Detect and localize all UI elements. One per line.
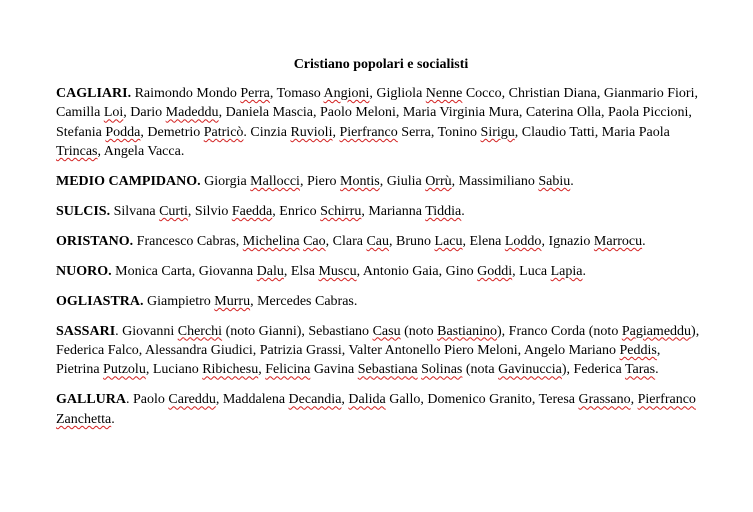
document-page xyxy=(56,56,706,440)
candidate-text: . xyxy=(655,362,659,378)
candidate-text: . xyxy=(461,204,465,220)
region-name: GALLURA xyxy=(56,392,127,408)
region-name: MEDIO CAMPIDANO. xyxy=(56,174,201,190)
candidate-text: , Gigliola xyxy=(369,86,426,101)
spellcheck-flagged-name: Sirigu xyxy=(480,124,515,140)
region-paragraph xyxy=(56,84,706,162)
candidate-text: , Claudio Tatti, Maria Paola xyxy=(514,124,670,140)
spellcheck-flagged-name: Lapia xyxy=(550,263,583,279)
spellcheck-flagged-name: Cao xyxy=(303,233,326,249)
candidate-text: , Enrico xyxy=(272,204,321,220)
candidate-text: Cocco, Christian Diana, Gianmario Fiori, Camilla xyxy=(56,86,698,121)
candidate-text: ), Franco Corda (noto xyxy=(497,323,622,339)
spellcheck-flagged-name: Lacu xyxy=(434,233,463,249)
spellcheck-flagged-name: Curti xyxy=(159,204,188,220)
candidate-text: . Giovanni xyxy=(115,323,178,339)
candidate-text: , Dario xyxy=(123,105,166,121)
region-name: SASSARI xyxy=(56,323,116,339)
spellcheck-flagged-name: Solinas xyxy=(421,362,463,378)
spellcheck-flagged-name: Sabiu xyxy=(538,174,571,190)
candidate-text: Giampietro xyxy=(143,293,215,309)
candidate-text: , Angela Vacca. xyxy=(97,144,185,160)
region-name: NUORO. xyxy=(56,263,112,279)
candidate-text: Francesco Cabras, xyxy=(133,233,243,249)
spellcheck-flagged-name: Murru xyxy=(214,293,251,309)
spellcheck-flagged-name: Ruvioli xyxy=(290,124,333,140)
candidate-text: (noto xyxy=(400,323,438,339)
spellcheck-flagged-name: Bastianino xyxy=(437,323,498,339)
spellcheck-flagged-name: Peddis xyxy=(619,343,657,359)
candidate-text: . xyxy=(582,263,586,279)
spellcheck-flagged-name: Patricò xyxy=(203,124,244,140)
spellcheck-flagged-name: Taras xyxy=(624,362,656,378)
candidate-text: , Marianna xyxy=(361,204,426,220)
spellcheck-flagged-name: Ribichesu xyxy=(202,362,259,378)
candidate-text: Serra, Tonino xyxy=(397,124,481,140)
candidate-text: . xyxy=(642,233,646,249)
spellcheck-flagged-name: Orrù xyxy=(425,174,452,190)
candidate-text: , Pietrina xyxy=(56,343,661,378)
candidate-text: (nota xyxy=(462,362,499,378)
spellcheck-flagged-name: Dalu xyxy=(256,263,284,279)
candidate-text: , Elena xyxy=(462,233,505,249)
region-paragraph xyxy=(56,232,706,251)
spellcheck-flagged-name: Faedda xyxy=(231,204,273,220)
candidate-text: , Ignazio xyxy=(541,233,594,249)
region-name: OGLIASTRA. xyxy=(56,293,144,309)
candidate-text: , xyxy=(332,124,340,140)
candidate-text: , Clara xyxy=(325,233,367,249)
spellcheck-flagged-name: Cau xyxy=(366,233,390,249)
candidate-text: , xyxy=(630,392,638,408)
spellcheck-flagged-name: Nenne xyxy=(425,86,463,101)
region-paragraph xyxy=(56,262,706,281)
candidate-text: . xyxy=(111,411,115,427)
candidate-text: , Antonio Gaia, Gino xyxy=(356,263,478,279)
spellcheck-flagged-name: Felicina xyxy=(265,362,311,378)
spellcheck-flagged-name: Trincas xyxy=(56,144,98,160)
candidate-text: Gallo, Domenico Granito, Teresa xyxy=(385,392,579,408)
spellcheck-flagged-name: Perra xyxy=(240,86,270,101)
region-paragraph xyxy=(56,292,706,311)
document-title: Cristiano popolari e socialisti xyxy=(293,57,469,72)
candidate-text: . xyxy=(570,174,574,190)
spellcheck-flagged-name: Tiddia xyxy=(425,204,462,220)
candidate-text: , Luca xyxy=(512,263,551,279)
spellcheck-flagged-name: Pierfranco xyxy=(637,392,696,408)
candidate-list xyxy=(56,84,706,429)
candidate-text: , Massimiliano xyxy=(451,174,539,190)
spellcheck-flagged-name: Gavinuccia xyxy=(498,362,562,378)
candidate-text: , xyxy=(341,392,349,408)
region-paragraph xyxy=(56,172,706,191)
candidate-text: . Cinzia xyxy=(243,124,291,140)
spellcheck-flagged-name: Michelina xyxy=(242,233,300,249)
spellcheck-flagged-name: Loddo xyxy=(504,233,542,249)
spellcheck-flagged-name: Putzolu xyxy=(103,362,146,378)
spellcheck-flagged-name: Cherchi xyxy=(177,323,223,339)
candidate-text: , Silvio xyxy=(187,204,232,220)
candidate-text: ), Federica Falco, Alessandra Giudici, Patrizia Grassi, Valter Antonello Piero Meloni, Angelo Mariano xyxy=(56,323,700,359)
candidate-text: , Bruno xyxy=(389,233,435,249)
spellcheck-flagged-name: Goddi xyxy=(477,263,513,279)
candidate-text: , Maddalena xyxy=(215,392,289,408)
candidate-text: , Daniela Mascia, Paolo Meloni, Maria Virginia Mura, Caterina Olla, Paola Piccioni, Stefania xyxy=(56,105,692,140)
spellcheck-flagged-name: Schirru xyxy=(320,204,362,220)
candidate-text: , Demetrio xyxy=(140,124,204,140)
spellcheck-flagged-name: Pagiameddu xyxy=(621,323,692,339)
candidate-text: , Giulia xyxy=(379,174,426,190)
candidate-text: , xyxy=(258,362,266,378)
candidate-text: , Luciano xyxy=(145,362,203,378)
spellcheck-flagged-name: Mallocci xyxy=(250,174,300,190)
spellcheck-flagged-name: Dalida xyxy=(348,392,386,408)
candidate-text: Raimondo Mondo xyxy=(131,86,241,101)
spellcheck-flagged-name: Grassano xyxy=(578,392,631,408)
spellcheck-flagged-name: Montis xyxy=(340,174,380,190)
candidate-text: Giorgia xyxy=(200,174,251,190)
region-paragraph xyxy=(56,202,706,221)
spellcheck-flagged-name: Casu xyxy=(372,323,401,339)
candidate-text: , Mercedes Cabras. xyxy=(250,293,358,309)
spellcheck-flagged-name: Pierfranco xyxy=(339,124,398,140)
region-name: SULCIS. xyxy=(56,204,111,220)
candidate-text: (noto Gianni), Sebastiano xyxy=(222,323,373,339)
region-name: CAGLIARI. xyxy=(56,86,132,101)
spellcheck-flagged-name: Zanchetta xyxy=(56,411,112,427)
spellcheck-flagged-name: Marrocu xyxy=(593,233,643,249)
candidate-text: Gavina xyxy=(310,362,358,378)
spellcheck-flagged-name: Decandia xyxy=(288,392,342,408)
region-paragraph xyxy=(56,390,706,429)
spellcheck-flagged-name: Loi xyxy=(103,105,124,121)
candidate-text: Monica Carta, Giovanna xyxy=(111,263,257,279)
spellcheck-flagged-name: Angioni xyxy=(323,86,370,101)
spellcheck-flagged-name: Podda xyxy=(105,124,141,140)
candidate-text: , Elsa xyxy=(283,263,319,279)
spellcheck-flagged-name: Careddu xyxy=(168,392,216,408)
spellcheck-flagged-name: Muscu xyxy=(318,263,357,279)
candidate-text: . Paolo xyxy=(126,392,169,408)
spellcheck-flagged-name: Sebastiana xyxy=(357,362,418,378)
region-name: ORISTANO. xyxy=(56,233,134,249)
candidate-text: Silvana xyxy=(110,204,160,220)
candidate-text: , Tomaso xyxy=(269,86,324,101)
spellcheck-flagged-name: Madeddu xyxy=(165,105,219,121)
region-paragraph xyxy=(56,322,706,380)
candidate-text: ), Federica xyxy=(561,362,625,378)
candidate-text: , Piero xyxy=(299,174,340,190)
